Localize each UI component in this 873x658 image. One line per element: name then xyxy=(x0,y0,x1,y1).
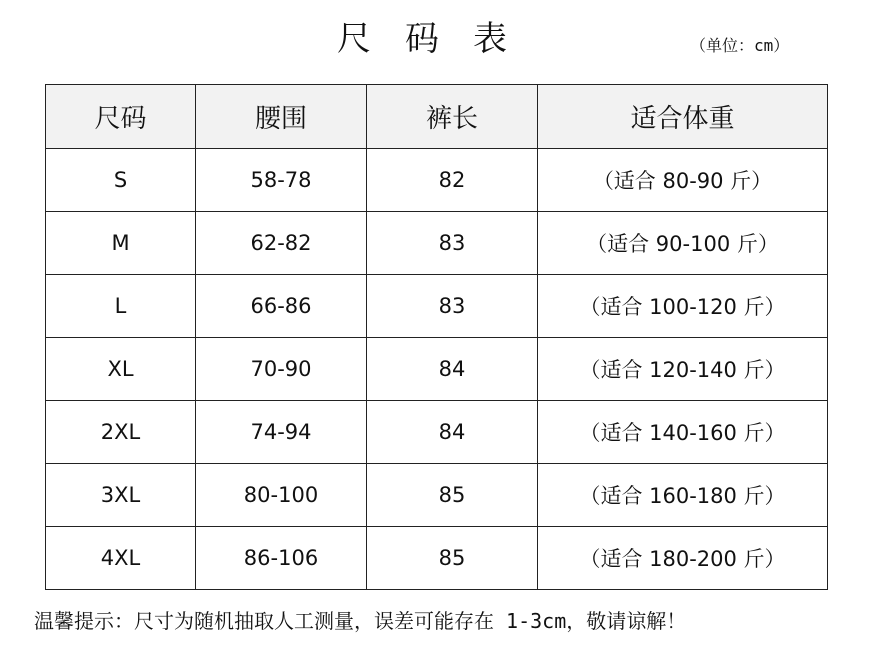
cell-waist: 62-82 xyxy=(196,212,367,275)
cell-length: 83 xyxy=(367,275,538,338)
cell-size: XL xyxy=(46,338,196,401)
cell-size: S xyxy=(46,149,196,212)
cell-size: 4XL xyxy=(46,527,196,590)
header-length: 裤长 xyxy=(367,85,538,149)
cell-weight: （适合 80-90 斤） xyxy=(538,149,828,212)
cell-size: L xyxy=(46,275,196,338)
cell-length: 84 xyxy=(367,338,538,401)
measurement-tip: 温馨提示：尺寸为随机抽取人工测量，误差可能存在 1-3cm，敬请谅解！ xyxy=(34,609,687,633)
cell-weight: （适合 100-120 斤） xyxy=(538,275,828,338)
table-row xyxy=(46,401,828,464)
table-row xyxy=(46,212,828,275)
table-row xyxy=(46,464,828,527)
table-row xyxy=(46,338,828,401)
cell-weight: （适合 140-160 斤） xyxy=(538,401,828,464)
cell-waist: 80-100 xyxy=(196,464,367,527)
cell-length: 85 xyxy=(367,464,538,527)
header-weight: 适合体重 xyxy=(538,85,828,149)
cell-waist: 86-106 xyxy=(196,527,367,590)
cell-waist: 70-90 xyxy=(196,338,367,401)
header-waist: 腰围 xyxy=(196,85,367,149)
cell-weight: （适合 90-100 斤） xyxy=(538,212,828,275)
table-row xyxy=(46,527,828,590)
table-row xyxy=(46,275,828,338)
cell-size: M xyxy=(46,212,196,275)
cell-weight: （适合 120-140 斤） xyxy=(538,338,828,401)
cell-waist: 74-94 xyxy=(196,401,367,464)
header-size: 尺码 xyxy=(46,85,196,149)
cell-size: 2XL xyxy=(46,401,196,464)
cell-weight: （适合 180-200 斤） xyxy=(538,527,828,590)
cell-size: 3XL xyxy=(46,464,196,527)
cell-length: 83 xyxy=(367,212,538,275)
page-title: 尺码表 xyxy=(337,19,541,59)
table-header-row xyxy=(46,85,828,149)
size-chart-table xyxy=(45,84,828,590)
cell-waist: 58-78 xyxy=(196,149,367,212)
unit-label: （单位：cm） xyxy=(690,36,790,55)
cell-waist: 66-86 xyxy=(196,275,367,338)
cell-length: 85 xyxy=(367,527,538,590)
cell-weight: （适合 160-180 斤） xyxy=(538,464,828,527)
cell-length: 82 xyxy=(367,149,538,212)
table-row xyxy=(46,149,828,212)
cell-length: 84 xyxy=(367,401,538,464)
